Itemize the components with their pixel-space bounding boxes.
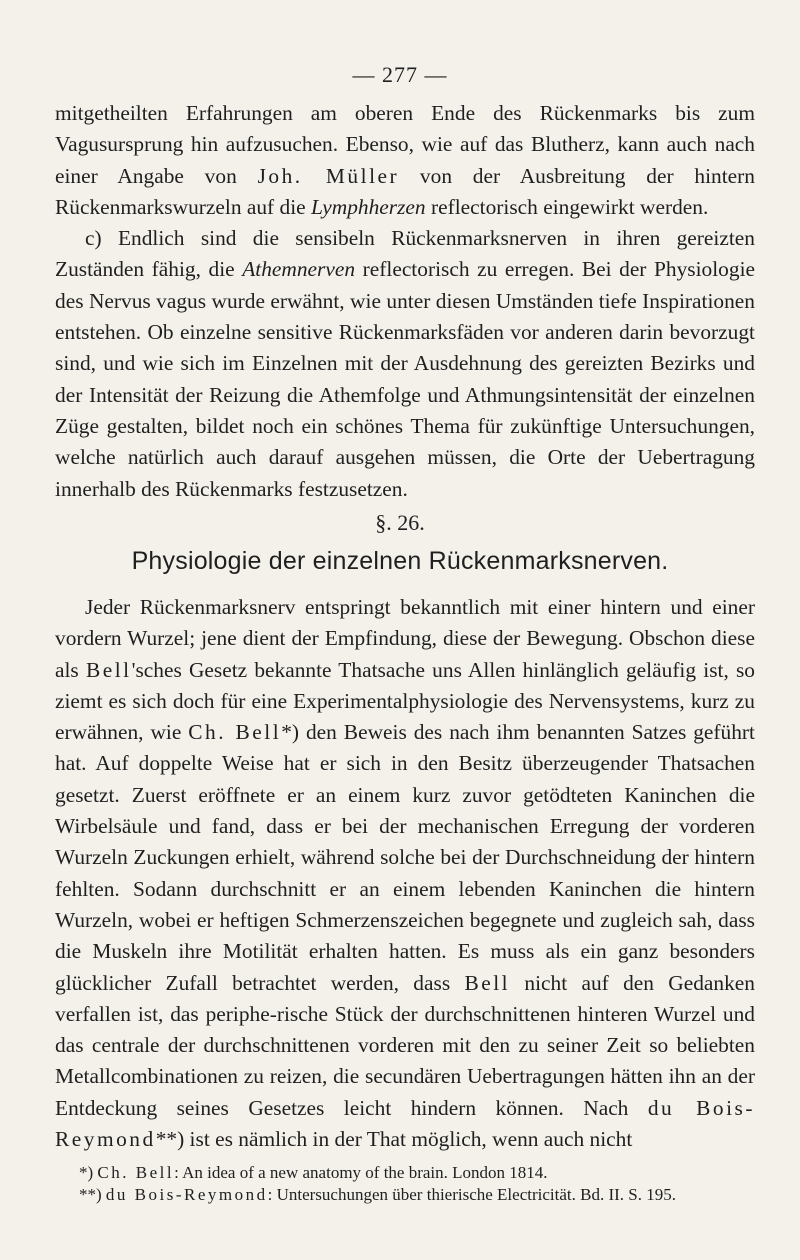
author-name: Ch. Bell [97,1163,175,1182]
author-name: Bell [464,970,511,995]
paragraph-continuation: mitgetheilten Erfahrungen am oberen Ende des Rückenmarks bis zum Vagusursprung hin aufzusuchen. Ebenso, wie auf das Blutherz, kann auch nach einer Angabe von Joh. Müller von der Ausbreitung der hintern Rückenmarkswurzeln auf die Lymphherzen reflectorisch eingewirkt werden. [55,101,755,219]
paragraph-c: c) Endlich sind die sensibeln Rückenmarksnerven in ihren gereizten Zuständen fähig, die Athemnerven reflectorisch zu erregen. Bei der Physiologie des Nervus vagus wurde erwähnt, wie unter diesen Umständen tiefe Inspirationen entstehen. Ob einzelne sensitive Rückenmarksfäden vor anderen darin bevorzugt sind, und wie sich im Einzelnen mit der Ausdehnung des gereizten Bezirks und der Intensität der Reizung die Athemfolge und Athmungsintensität der einzelnen Züge gestalten, bildet noch ein schönes Thema für zukünftige Untersuchungen, welche natürlich auch darauf ausgehen müssen, die Orte der Uebertragung innerhalb des Rückenmarks festzusetzen. [55,226,756,501]
section-title: Physiologie der einzelnen Rückenmarksnerven. [131,547,669,575]
footnote-2: **) du Bois-Reymond: Untersuchungen über thierische Electricität. Bd. II. S. 195. [79,1185,676,1204]
section-number: §. 26. [375,510,425,535]
author-name: Bell [85,657,132,682]
footnote-1: *) Ch. Bell: An idea of a new anatomy of the brain. London 1814. [79,1163,548,1182]
footnotes [55,1162,755,1206]
author-name: Joh. Müller [257,163,400,188]
body-text-block [55,592,755,1155]
author-name: du Bois-Reymond [55,1095,756,1152]
italic-term: Athemnerven [242,257,356,282]
author-name: Ch. Bell [188,720,282,745]
italic-term: Lymphherzen [311,194,426,219]
page-number: — 277 — [352,62,448,87]
top-text-block [55,98,755,505]
author-name: du Bois-Reymond [105,1185,268,1204]
body-paragraph: Jeder Rückenmarksnerv entspringt bekanntlich mit einer hintern und einer vordern Wurzel; jene dient der Empfindung, diese der Bewegung. Obschon diese als Bell'sches Gesetz bekannte Thatsache uns Allen hinlänglich geläufig ist, so ziemt es sich doch für eine Experimentalphysiologie des Nervensystems, kurz zu erwähnen, wie Ch. Bell*) den Beweis des nach ihm benannten Satzes geführt hat. Auf doppelte Weise hat er sich in den Besitz überzeugender Thatsachen gesetzt. Zuerst eröffnete er an einem kurz zuvor getödteten Kaninchen die Wirbelsäule und fand, dass er bei der mechanischen Erregung der vorderen Wurzeln Zuckungen erhielt, während solche bei der Durchschneidung der hintern fehlten. Sodann durchschnitt er an einem lebenden Kaninchen die hintern Wurzeln, wobei er heftigen Schmerzenszeichen begegnete und zugleich sah, dass die Muskeln ihre Motilität erhalten hatten. Es muss als ein ganz besonders glücklicher Zufall betrachtet werden, dass Bell nicht auf den Gedanken verfallen ist, das periphe-rische Stück der durchschnittenen hinteren Wurzel und das centrale der durchschnittenen vorderen mit den zu seiner Zeit so beliebten Metallcombinationen zu reizen, die secundären Uebertragungen hätten ihn an der Entdeckung seines Gesetzes leicht hindern können. Nach du Bois-Reymond**) ist es nämlich in der That möglich, wenn auch nicht [55,595,756,1152]
